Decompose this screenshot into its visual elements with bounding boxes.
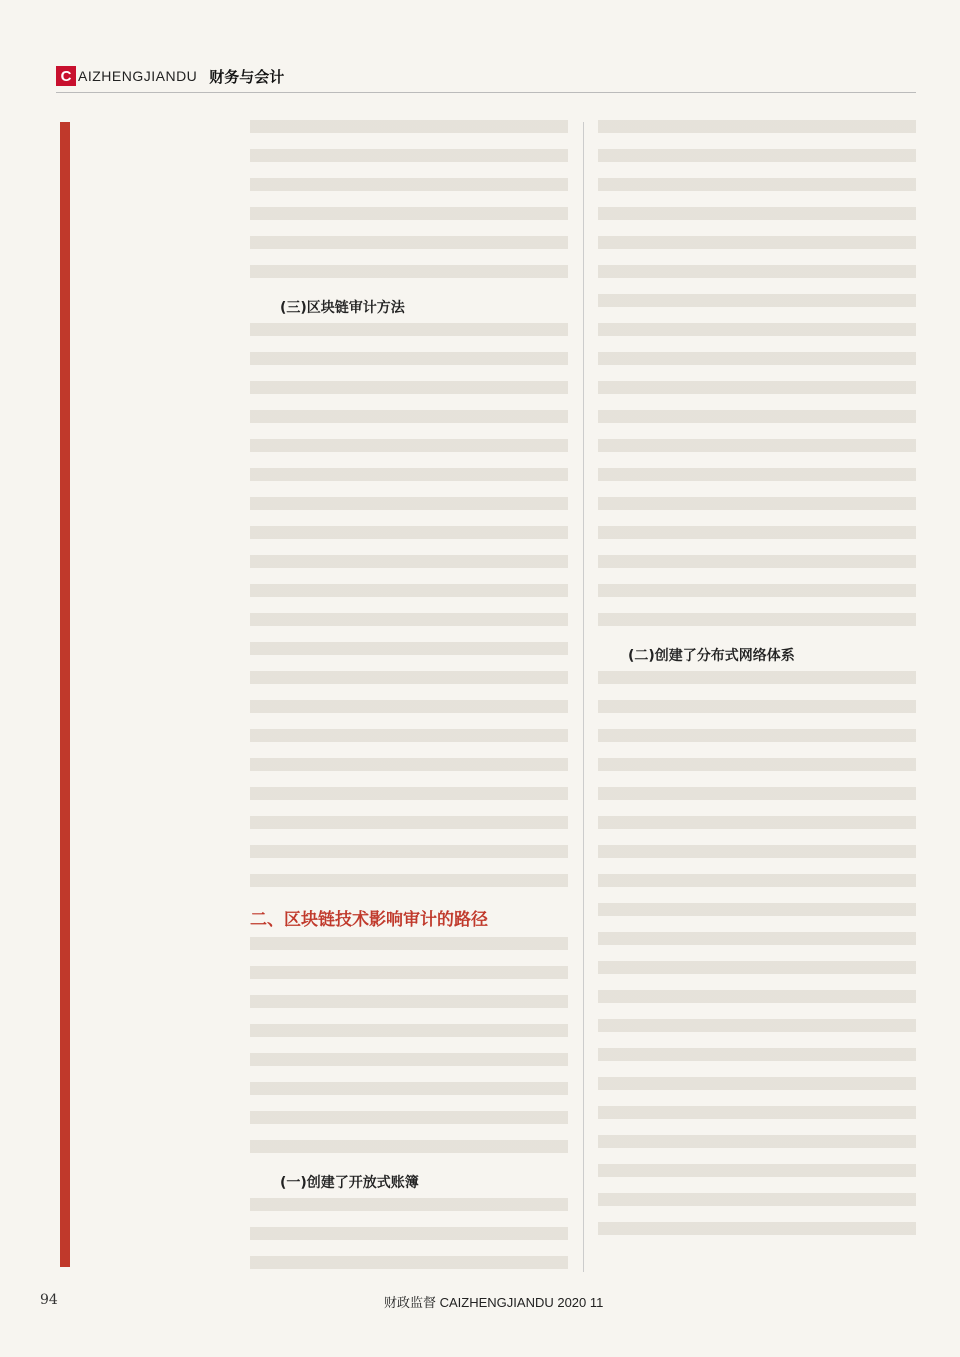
side-accent-bar — [60, 122, 70, 1267]
body-text-block — [598, 120, 916, 642]
journal-logo-mark: C — [56, 66, 76, 86]
subheading-distributed-network: (二)创建了分布式网络体系 — [628, 648, 795, 664]
column-divider — [583, 122, 584, 1272]
subheading-blockchain-audit-method: (三)区块链审计方法 — [280, 300, 405, 316]
header-rule — [56, 92, 916, 93]
right-column — [598, 120, 916, 1251]
body-text-block — [250, 1198, 568, 1285]
body-text-block — [250, 323, 568, 903]
page-header — [56, 64, 916, 88]
header-section-title: 财务与会计 — [209, 67, 285, 86]
journal-logo-text: AIZHENGJIANDU — [78, 68, 198, 84]
page-footer — [0, 1292, 960, 1312]
footer-journal-info: 财政监督 CAIZHENGJIANDU 2020 11 — [384, 1295, 604, 1310]
body-text-block — [598, 671, 916, 1251]
body-text-block — [250, 937, 568, 1169]
page-number: 94 — [40, 1292, 58, 1308]
section-heading-audit-paths: 二、区块链技术影响审计的路径 — [250, 910, 488, 930]
body-text-block — [250, 120, 568, 294]
left-column — [250, 120, 568, 1285]
subheading-open-ledger: (一)创建了开放式账簿 — [280, 1175, 419, 1191]
